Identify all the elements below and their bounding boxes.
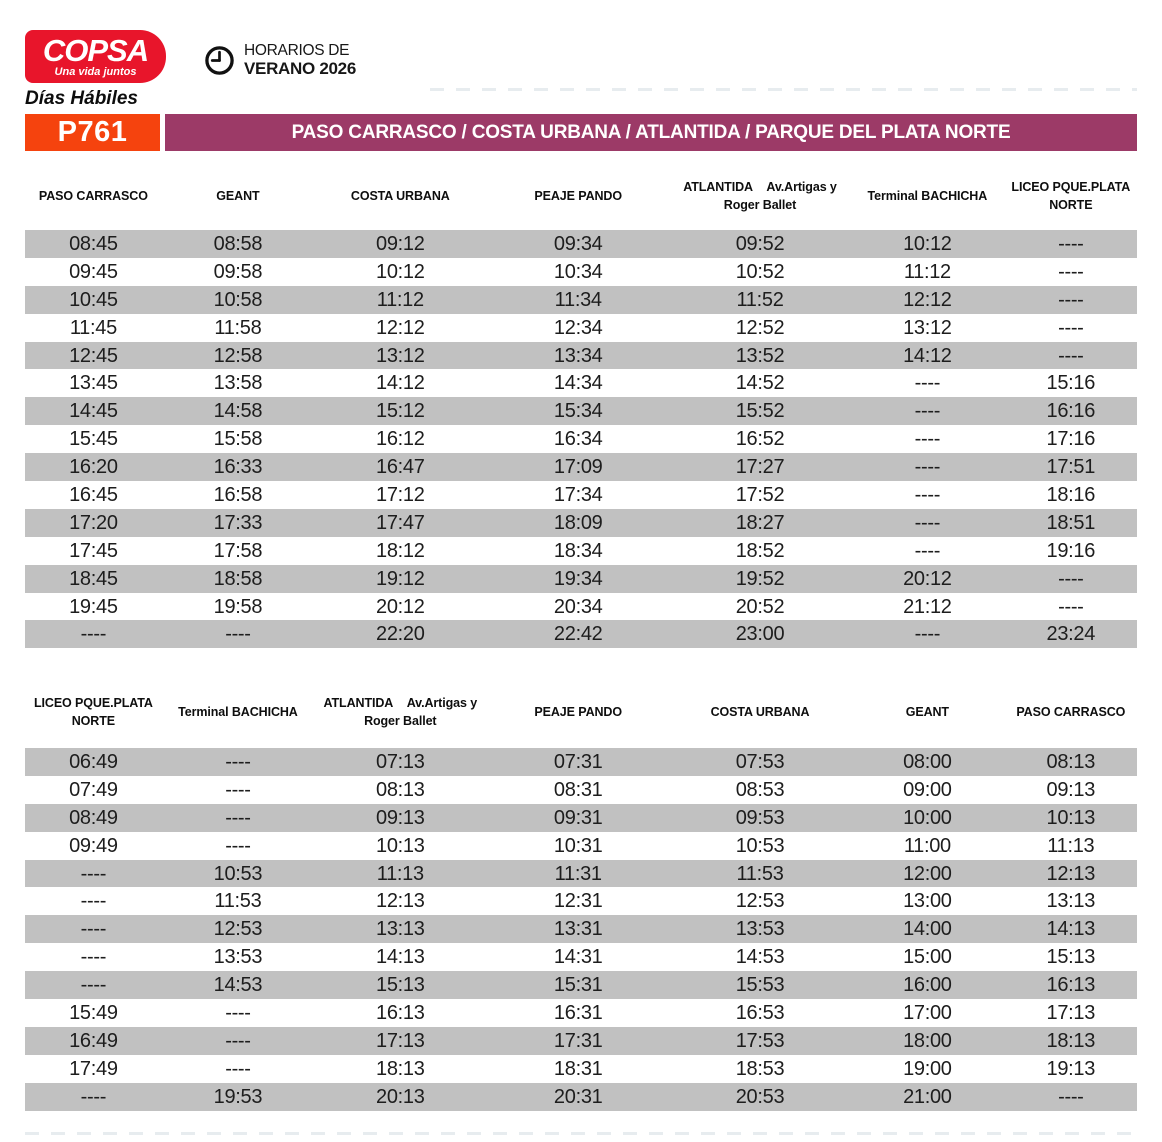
time-cell: 06:49 [69,750,118,773]
time-cell: 15:52 [735,400,785,423]
time-cell: 23:00 [735,623,785,646]
time-cell: 11:53 [736,862,784,885]
time-cell: ---- [225,1001,251,1024]
time-cell: 07:13 [376,750,425,773]
time-cell: 08:00 [903,750,952,773]
time-cell: 12:12 [903,288,952,311]
time-cell: 15:12 [376,400,425,423]
time-cell: 14:53 [213,974,263,997]
time-cell: ---- [225,778,251,801]
time-cell: 18:27 [735,511,785,534]
time-cell: 11:12 [903,260,951,283]
schedule-title [244,43,356,78]
time-cell: 20:13 [376,1085,425,1108]
time-cell: 16:33 [213,456,263,479]
time-cell: ---- [225,623,251,646]
time-cell: 10:53 [735,834,785,857]
time-cell: 18:09 [553,511,603,534]
time-cell: 15:53 [735,974,785,997]
timetable-header-row [25,676,1137,748]
time-cell: 10:52 [735,260,785,283]
timetable-return [25,676,1137,1111]
time-cell: 14:34 [553,372,603,395]
column-header: PASO CARRASCO [1016,704,1126,719]
time-cell: 09:58 [213,260,263,283]
time-cell: 08:31 [553,778,603,801]
route-code-badge: P761 [25,114,160,151]
time-cell: 13:13 [1046,890,1096,913]
time-cell: 17:13 [376,1029,425,1052]
time-cell: 17:34 [553,483,603,506]
column-header: GEANT [216,188,260,203]
time-cell: 17:13 [1046,1001,1096,1024]
time-cell: 15:13 [1046,946,1096,969]
time-cell: 14:45 [69,400,118,423]
time-cell: 18:13 [1046,1029,1096,1052]
timetable-row [25,258,1137,286]
time-cell: 21:12 [903,595,952,618]
timetable-row [25,314,1137,342]
column-header: PASO CARRASCO [38,188,148,203]
time-cell: 13:34 [553,344,603,367]
time-cell: 17:16 [1046,428,1096,451]
time-cell: ---- [80,918,107,941]
time-cell: 16:20 [69,456,118,479]
time-cell: 16:31 [553,1001,603,1024]
time-cell: 13:12 [903,316,952,339]
time-cell: 12:13 [376,890,425,913]
time-cell: 09:31 [553,806,603,829]
column-header: ATLANTIDA Av.Artigas y Roger Ballet [683,179,837,212]
time-cell: 21:00 [903,1085,952,1108]
time-cell: 13:52 [735,344,785,367]
time-cell: 10:34 [553,260,603,283]
time-cell: 09:45 [69,260,118,283]
time-cell: 11:00 [903,834,951,857]
time-cell: 16:34 [553,428,603,451]
time-cell: 07:31 [553,750,603,773]
timetable-row [25,971,1137,999]
time-cell: 09:52 [735,232,785,255]
time-cell: 17:27 [735,456,785,479]
time-cell: ---- [914,372,941,395]
time-cell: 16:45 [69,483,118,506]
time-cell: ---- [80,1085,107,1108]
time-cell: ---- [914,539,941,562]
time-cell: 11:12 [376,288,424,311]
column-header: LICEO PQUE.PLATA NORTE [1011,179,1131,212]
time-cell: 07:49 [69,778,118,801]
time-cell: 13:00 [903,890,952,913]
time-cell: 11:52 [736,288,784,311]
time-cell: 12:12 [376,316,425,339]
time-cell: 13:53 [735,918,785,941]
timetable-row [25,887,1137,915]
time-cell: 13:53 [213,946,263,969]
schedule-line2: VERANO 2026 [244,58,356,78]
time-cell: 12:53 [735,890,785,913]
time-cell: 18:34 [553,539,603,562]
time-cell: 08:13 [1046,750,1096,773]
time-cell: 19:53 [213,1085,263,1108]
time-cell: 18:31 [553,1057,603,1080]
time-cell: ---- [80,623,107,646]
time-cell: ---- [914,456,941,479]
time-cell: 18:45 [69,567,118,590]
time-cell: 15:31 [553,974,603,997]
time-cell: 19:34 [553,567,603,590]
column-header: PEAJE PANDO [534,704,622,719]
timetable-row [25,397,1137,425]
column-header: GEANT [905,704,949,719]
time-cell: 19:16 [1046,539,1096,562]
time-cell: 15:00 [903,946,952,969]
timetable-row [25,943,1137,971]
time-cell: 16:13 [376,1001,425,1024]
time-cell: 17:47 [376,511,425,534]
time-cell: 17:33 [213,511,263,534]
time-cell: 18:52 [735,539,785,562]
time-cell: ---- [225,1029,251,1052]
timetable-row [25,453,1137,481]
logo-tagline: Una vida juntos [54,65,137,78]
time-cell: 15:49 [69,1001,118,1024]
timetable-row [25,369,1137,397]
time-cell: 17:58 [213,539,263,562]
time-cell: ---- [914,483,941,506]
time-cell: 12:45 [69,344,118,367]
time-cell: 17:45 [69,539,118,562]
time-cell: 17:31 [553,1029,603,1052]
time-cell: 19:45 [69,595,118,618]
time-cell: 16:13 [1046,974,1096,997]
timetable-row [25,1027,1137,1055]
time-cell: ---- [1058,595,1084,618]
time-cell: 13:31 [553,918,603,941]
time-cell: ---- [914,623,941,646]
time-cell: ---- [225,834,251,857]
timetable-row [25,1055,1137,1083]
time-cell: 14:58 [213,400,263,423]
column-header: COSTA URBANA [710,704,810,719]
time-cell: 16:53 [735,1001,785,1024]
time-cell: ---- [1058,260,1084,283]
time-cell: 12:00 [903,862,952,885]
timetable-row [25,832,1137,860]
timetable-row [25,915,1137,943]
time-cell: 19:12 [376,567,425,590]
column-header: Terminal BACHICHA [178,704,298,719]
timetable-body [25,748,1137,1111]
time-cell: 10:53 [213,862,263,885]
time-cell: ---- [80,974,107,997]
column-header: COSTA URBANA [350,188,450,203]
time-cell: 17:52 [735,483,785,506]
time-cell: 12:52 [735,316,785,339]
route-bar [25,114,1137,151]
time-cell: 09:34 [553,232,603,255]
timetable-row [25,860,1137,888]
time-cell: ---- [225,806,251,829]
time-cell: 08:13 [376,778,425,801]
time-cell: 08:53 [735,778,785,801]
time-cell: 14:13 [1046,918,1096,941]
timetable-outbound [25,162,1137,648]
schedule-line1: HORARIOS DE [244,42,350,59]
time-cell: 15:58 [213,428,263,451]
time-cell: 23:24 [1046,623,1096,646]
schedule-badge [204,43,356,78]
time-cell: 08:58 [213,232,263,255]
time-cell: 20:53 [735,1085,785,1108]
dotted-divider [430,88,1137,91]
time-cell: 16:47 [376,456,425,479]
time-cell: 17:12 [376,483,425,506]
time-cell: 13:45 [69,372,118,395]
time-cell: 15:34 [553,400,603,423]
timetable-row [25,286,1137,314]
time-cell: 20:52 [735,595,785,618]
timetable-row [25,565,1137,593]
time-cell: 19:00 [903,1057,952,1080]
time-cell: 17:20 [69,511,118,534]
time-cell: 11:34 [554,288,602,311]
time-cell: 19:58 [213,595,263,618]
time-cell: 10:12 [376,260,425,283]
timetable-row [25,537,1137,565]
time-cell: 20:31 [553,1085,603,1108]
column-header: Terminal BACHICHA [867,188,988,203]
time-cell: 12:58 [213,344,263,367]
time-cell: 18:16 [1046,483,1096,506]
time-cell: ---- [1058,1085,1084,1108]
day-type-label: Días Hábiles [25,88,138,109]
time-cell: ---- [1058,232,1084,255]
time-cell: 12:34 [553,316,603,339]
timetable-row [25,425,1137,453]
time-cell: 16:16 [1046,400,1096,423]
time-cell: 16:12 [376,428,425,451]
time-cell: 17:51 [1046,456,1096,479]
time-cell: 12:31 [553,890,603,913]
time-cell: 09:00 [903,778,952,801]
time-cell: 10:58 [213,288,263,311]
timetable-row [25,620,1137,648]
time-cell: 17:53 [735,1029,785,1052]
timetable-row [25,342,1137,370]
time-cell: 18:51 [1046,511,1096,534]
time-cell: 12:13 [1046,862,1096,885]
time-cell: 09:49 [69,834,118,857]
time-cell: 10:12 [903,232,952,255]
time-cell: 17:49 [69,1057,118,1080]
time-cell: 10:31 [553,834,603,857]
time-cell: 11:31 [554,862,602,885]
time-cell: 08:45 [69,232,118,255]
time-cell: 11:53 [214,890,262,913]
time-cell: 16:52 [735,428,785,451]
time-cell: 18:00 [903,1029,952,1052]
timetable-row [25,1083,1137,1111]
time-cell: 14:12 [376,372,425,395]
time-cell: 09:13 [1046,778,1096,801]
timetable-row [25,999,1137,1027]
time-cell: 22:20 [376,623,425,646]
time-cell: 11:13 [1047,834,1095,857]
time-cell: 17:00 [903,1001,952,1024]
route-title: PASO CARRASCO / COSTA URBANA / ATLANTIDA / PARQUE DEL PLATA NORTE [165,114,1137,151]
time-cell: 14:00 [903,918,952,941]
time-cell: ---- [914,511,941,534]
time-cell: 16:58 [213,483,263,506]
time-cell: 14:53 [735,946,785,969]
time-cell: 17:09 [553,456,603,479]
time-cell: ---- [914,428,941,451]
time-cell: 13:12 [376,344,425,367]
time-cell: 11:58 [214,316,262,339]
timetable-row [25,776,1137,804]
time-cell: 12:53 [213,918,263,941]
timetable-row [25,748,1137,776]
time-cell: 19:52 [735,567,785,590]
time-cell: 14:13 [376,946,425,969]
column-header: LICEO PQUE.PLATA NORTE [33,695,153,728]
time-cell: 20:34 [553,595,603,618]
time-cell: 18:12 [376,539,425,562]
time-cell: ---- [1058,567,1084,590]
time-cell: 15:16 [1046,372,1096,395]
time-cell: ---- [80,946,107,969]
clock-icon [204,45,235,76]
time-cell: ---- [1058,316,1084,339]
time-cell: ---- [80,890,107,913]
time-cell: 13:13 [376,918,425,941]
time-cell: 09:12 [376,232,425,255]
time-cell: 16:49 [69,1029,118,1052]
time-cell: 09:53 [735,806,785,829]
time-cell: ---- [225,750,251,773]
column-header: ATLANTIDA Av.Artigas y Roger Ballet [323,695,478,728]
time-cell: 10:45 [69,288,118,311]
time-cell: 14:12 [903,344,952,367]
copsa-logo [25,30,166,83]
time-cell: ---- [914,400,941,423]
time-cell: 13:58 [213,372,263,395]
time-cell: 22:42 [553,623,603,646]
time-cell: 20:12 [376,595,425,618]
time-cell: ---- [1058,344,1084,367]
time-cell: ---- [80,862,107,885]
logo-text: COPSA [42,33,149,69]
time-cell: 14:52 [735,372,785,395]
time-cell: 11:45 [69,316,117,339]
time-cell: 18:58 [213,567,263,590]
time-cell: 20:12 [903,567,952,590]
dotted-divider [25,1132,1137,1135]
timetable-header-row [25,162,1137,230]
time-cell: ---- [225,1057,251,1080]
time-cell: 15:45 [69,428,118,451]
timetable-row [25,481,1137,509]
time-cell: 14:31 [553,946,603,969]
time-cell: 10:13 [1046,806,1096,829]
time-cell: 10:13 [376,834,425,857]
time-cell: 07:53 [735,750,785,773]
time-cell: 09:13 [376,806,425,829]
time-cell: ---- [1058,288,1084,311]
time-cell: 18:53 [735,1057,785,1080]
timetable-body [25,230,1137,648]
timetable-row [25,593,1137,621]
time-cell: 16:00 [903,974,952,997]
time-cell: 18:13 [376,1057,425,1080]
timetable-row [25,230,1137,258]
time-cell: 19:13 [1046,1057,1096,1080]
time-cell: 11:13 [376,862,424,885]
time-cell: 08:49 [69,806,118,829]
time-cell: 15:13 [376,974,425,997]
time-cell: 10:00 [903,806,952,829]
timetable-row [25,804,1137,832]
column-header: PEAJE PANDO [534,188,622,203]
timetable-row [25,509,1137,537]
